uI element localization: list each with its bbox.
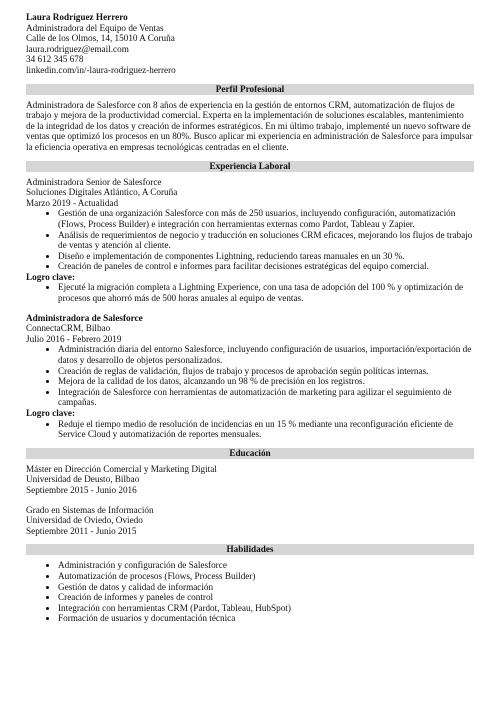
achievement-label: Logro clave: <box>26 408 76 418</box>
section-heading-profile: Perfil Profesional <box>26 84 474 95</box>
candidate-phone: 34 612 345 678 <box>26 54 84 65</box>
job-achievements <box>26 419 474 440</box>
job-role: Administradora Senior de Salesforce <box>26 176 162 187</box>
job-dates: Julio 2016 - Febrero 2019 <box>26 333 122 344</box>
list-item: • Ejecuté la migración completa a Lightning Experience, con una tasa de adopción del 100 % y optimización de procesos que ahorró más de 500 horas anuales al equipo de ventas. <box>58 282 474 303</box>
candidate-linkedin[interactable]: linkedin.com/in/-laura-rodriguez-herrero <box>26 64 176 75</box>
list-item: • Mejora de la calidad de los datos, alcanzando un 98 % de precisión en los registros. <box>58 376 474 387</box>
education-degree: Grado en Sistemas de Información <box>26 504 154 515</box>
list-item: • Reduje el tiempo medio de resolución de incidencias en un 15 % mediante una reconfiguración eficiente de Service Cloud y automatización de reportes mensuales. <box>58 419 474 440</box>
section-heading-skills: Habilidades <box>26 544 474 555</box>
job-dates: Marzo 2019 - Actualidad <box>26 197 119 208</box>
list-item: • Análisis de requerimientos de negocio y traducción en soluciones CRM eficaces, mejorando los flujos de trabajo de ventas y atención al cliente. <box>58 230 474 251</box>
list-item: • Administración y configuración de Salesforce <box>58 560 474 571</box>
list-item: • Integración con herramientas CRM (Pardot, Tableau, HubSpot) <box>58 603 474 614</box>
list-item: • Administración diaria del entorno Salesforce, incluyendo configuración de usuarios, importación/exportación de datos y desarrollo de objetos personalizados. <box>58 344 474 365</box>
job-entry <box>26 313 474 440</box>
list-item: • Gestión de datos y calidad de información <box>58 582 474 593</box>
education-dates: Septiembre 2015 - Junio 2016 <box>26 484 137 495</box>
education-entry <box>26 505 474 537</box>
job-role: Administradora de Salesforce <box>26 312 143 323</box>
list-item: • Integración de Salesforce con herramientas de automatización de marketing para agilizar el seguimiento de campañas. <box>58 387 474 408</box>
list-item: • Creación de informes y paneles de control <box>58 592 474 603</box>
candidate-email[interactable]: laura.rodriguez@email.com <box>26 43 129 54</box>
contact-header <box>26 12 474 76</box>
candidate-address: Calle de los Olmos, 14, 15010 A Coruña <box>26 33 175 44</box>
education-entry <box>26 464 474 496</box>
list-item: • Creación de reglas de validación, flujos de trabajo y procesos de aprobación según políticas internas. <box>58 366 474 377</box>
job-company: ConnectaCRM, Bilbao <box>26 323 111 334</box>
education-degree: Máster en Dirección Comercial y Marketing Digital <box>26 463 217 474</box>
education-school: Universidad de Deusto, Bilbao <box>26 474 140 485</box>
section-heading-education: Educación <box>26 448 474 459</box>
candidate-title: Administradora del Equipo de Ventas <box>26 22 164 33</box>
list-item: • Diseño e implementación de componentes Lightning, reduciendo tareas manuales en un 30 %. <box>58 251 474 262</box>
list-item: • Formación de usuarios y documentación técnica <box>58 613 474 624</box>
job-company: Soluciones Digitales Atlántico, A Coruña <box>26 187 178 198</box>
job-achievements <box>26 282 474 303</box>
job-entry <box>26 177 474 304</box>
list-item: • Creación de paneles de control e informes para facilitar decisiones estratégicas del equipo comercial. <box>58 261 474 272</box>
skills-list <box>26 560 474 624</box>
list-item: • Automatización de procesos (Flows, Process Builder) <box>58 571 474 582</box>
achievement-label: Logro clave: <box>26 271 76 282</box>
education-dates: Septiembre 2011 - Junio 2015 <box>26 525 137 536</box>
job-responsibilities <box>26 344 474 408</box>
list-item: • Gestión de una organización Salesforce con más de 250 usuarios, incluyendo configuración, automatización (Flows, Process Builder) e integración con herramientas externas como Pardot, Tableau y Zapier. <box>58 208 474 229</box>
section-heading-experience: Experiencia Laboral <box>26 161 474 172</box>
job-responsibilities <box>26 208 474 272</box>
profile-summary: Administradora de Salesforce con 8 años de experiencia en la gestión de entornos CRM, automatización de flujos de trabajo y mejora de la productividad comercial. Experta en la implementación de soluciones escalables, mantenimiento de la integridad de los datos y creación de informes estratégicos. En mi último trabajo, implementé un nuevo software de ventas que optimizó los procesos en un 80%. Busco aplicar mi experiencia en administración de Salesforce para impulsar la eficiencia operativa en empresas tecnológicas centradas en el cliente. <box>26 99 473 152</box>
candidate-name: Laura Rodríguez Herrero <box>26 12 128 22</box>
education-school: Universidad de Oviedo, Oviedo <box>26 515 143 526</box>
